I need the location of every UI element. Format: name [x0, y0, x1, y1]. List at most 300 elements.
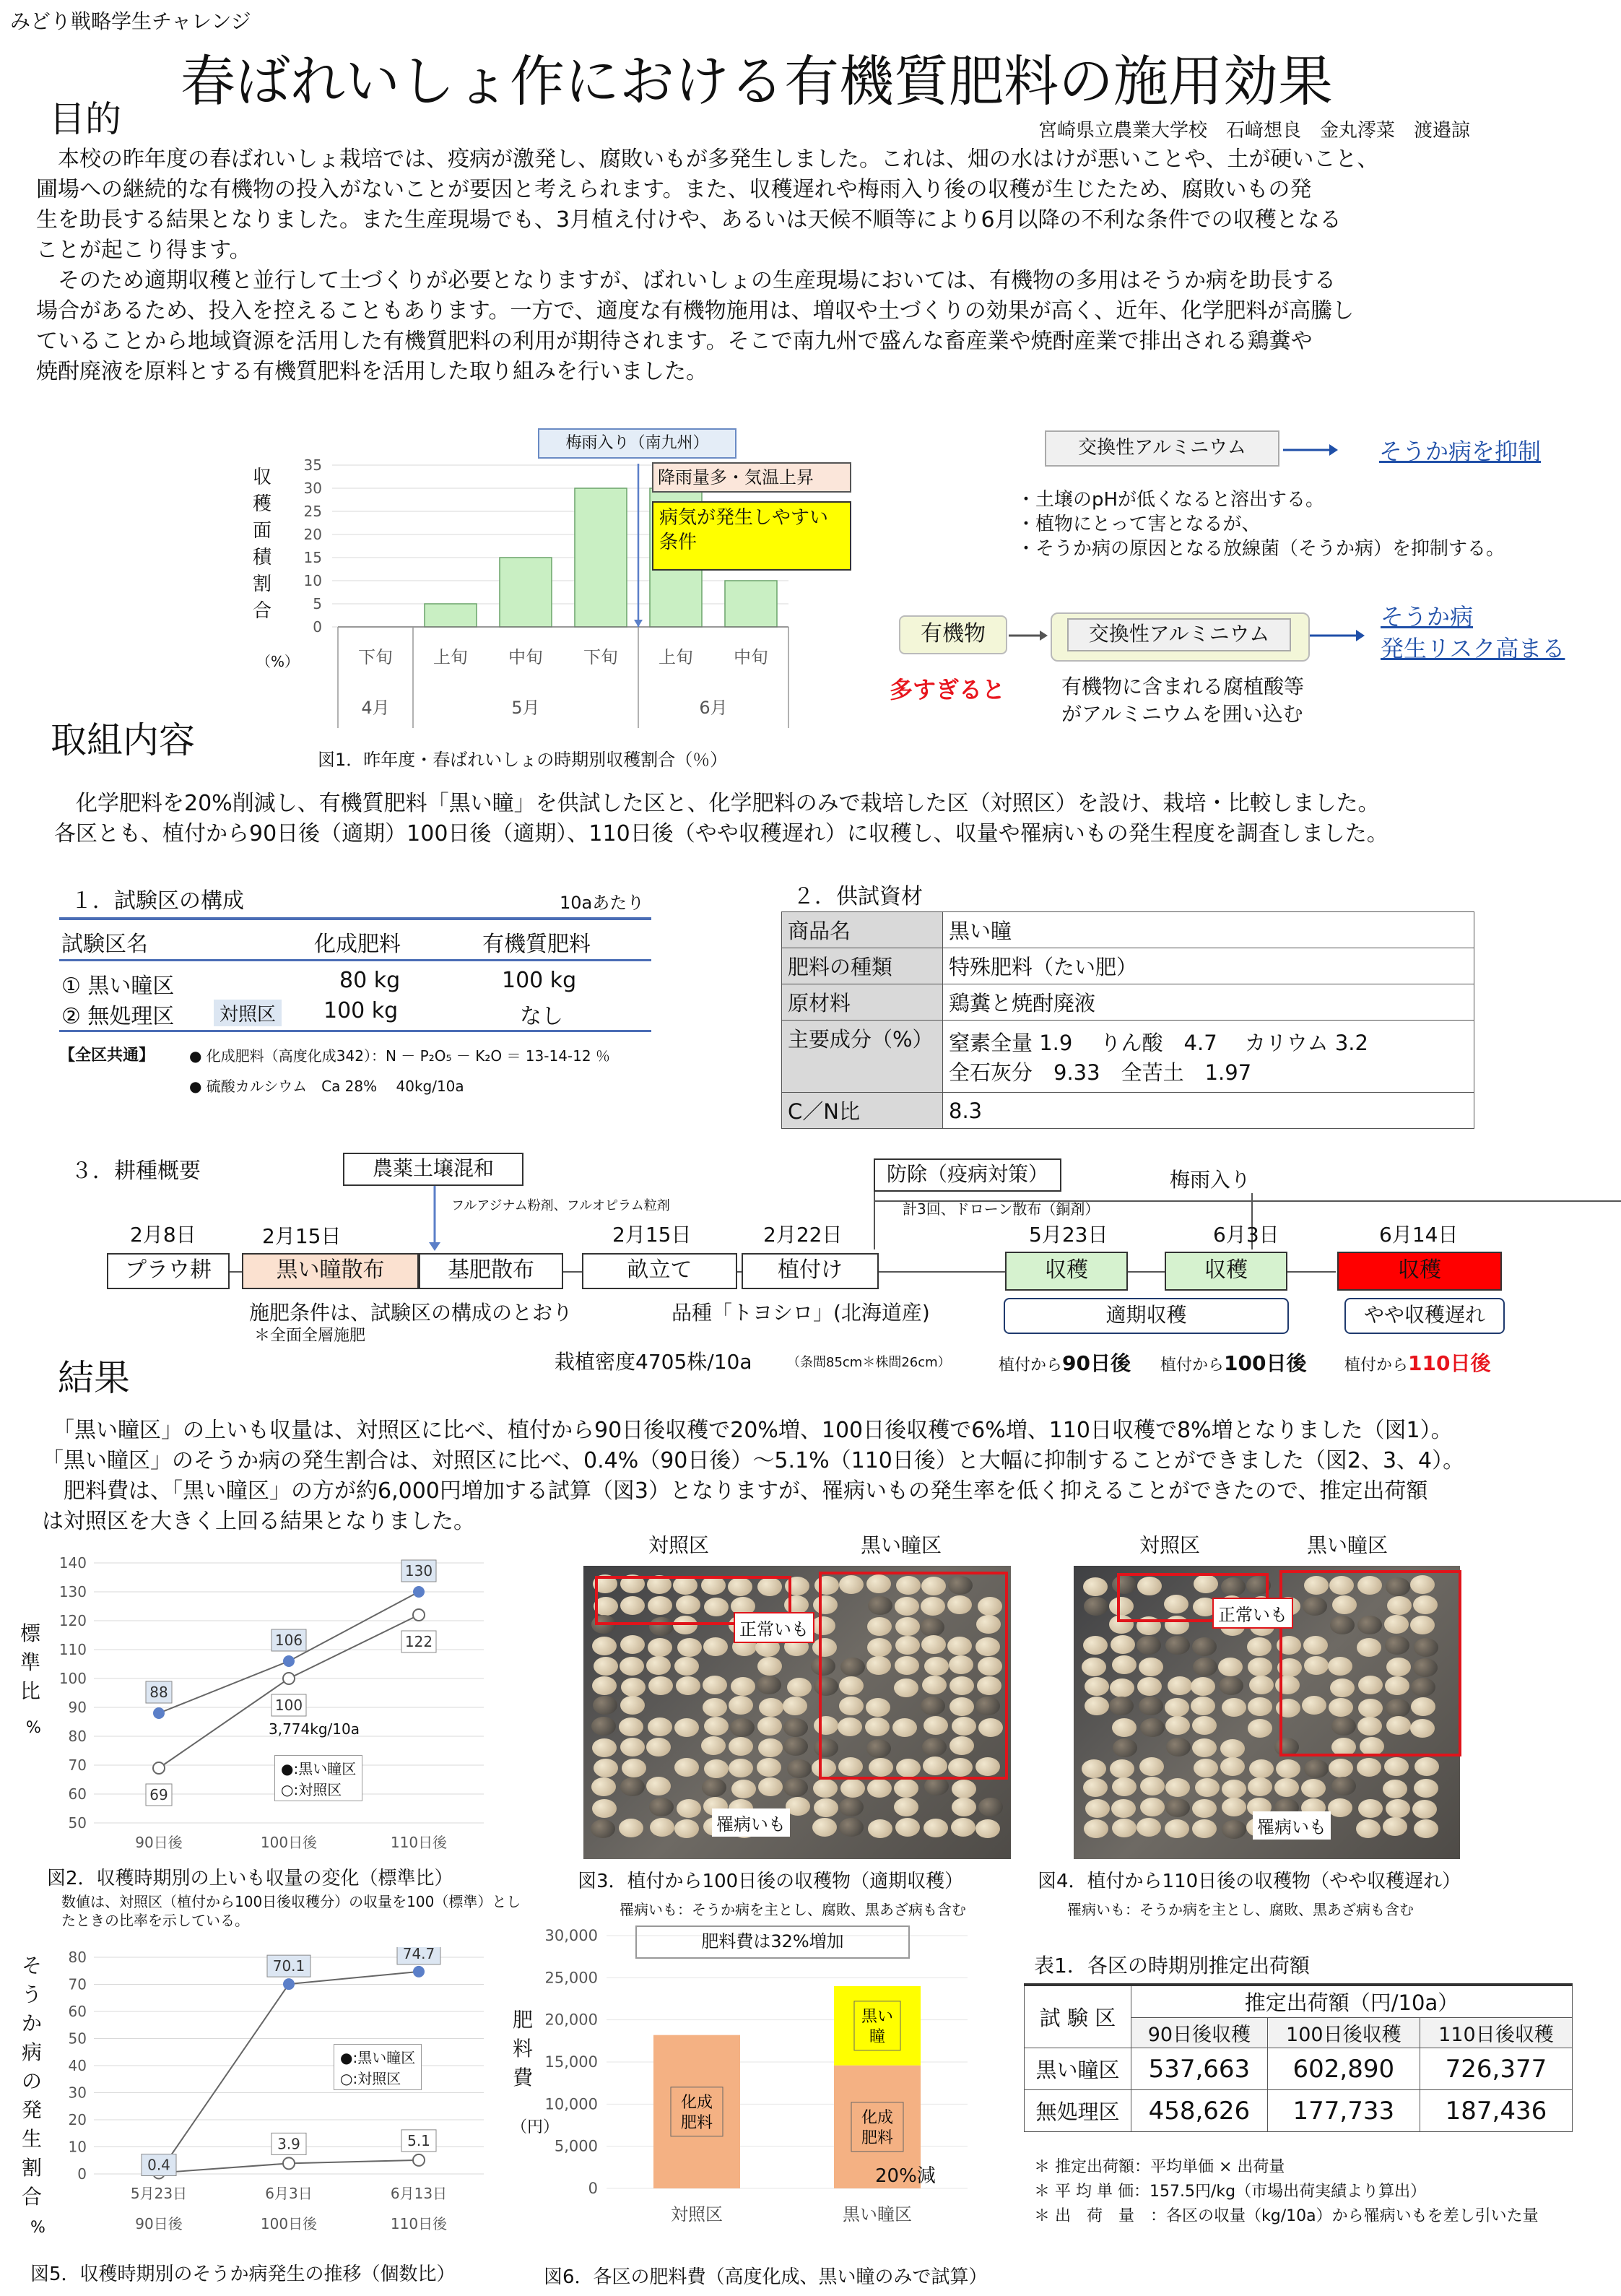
potato-tuber [1113, 1738, 1137, 1757]
potato-tuber [620, 1635, 645, 1654]
potato-tuber [1414, 1757, 1439, 1776]
y-tick-label: 35 [303, 456, 322, 474]
date-label: 5月23日 [1029, 1223, 1108, 1247]
potato-tuber [1083, 1778, 1108, 1797]
y-tick-label: 50 [68, 1814, 87, 1832]
potato-tuber [731, 1677, 755, 1696]
potato-tuber [1219, 1676, 1243, 1695]
potato-tuber [676, 1676, 700, 1695]
potato-tuber [787, 1678, 812, 1697]
fig6-unit: （円） [511, 2118, 560, 2136]
potato-tuber [1165, 1698, 1189, 1717]
x-tick-label: 5月23日 [130, 2185, 188, 2202]
fig5-ylabel-char: 発 [22, 2098, 43, 2122]
y-tick-label: 80 [68, 1728, 87, 1745]
y-tick-label: 70 [68, 1756, 87, 1774]
potato-tuber [620, 1738, 645, 1756]
potato-tuber [1166, 1738, 1191, 1756]
late-harvest-box: やや収穫遅れ [1344, 1298, 1505, 1334]
potato-tuber [814, 1798, 838, 1817]
potato-tuber [894, 1779, 918, 1798]
density-note: （条間85cm＊株間26cm） [787, 1355, 951, 1370]
y-tick-label: 20,000 [544, 2011, 598, 2029]
y-tick-label: 20 [68, 2111, 87, 2128]
potato-tuber [1165, 1636, 1190, 1655]
potato-tuber [674, 1718, 699, 1737]
x-tick-label: 6月3日 [265, 2185, 313, 2202]
photo-fig4 [1074, 1566, 1460, 1859]
plot1-name: ① 黒い瞳区 [61, 974, 175, 999]
step-ridge: 畝立て [582, 1253, 737, 1289]
y-tick-label: 10,000 [544, 2095, 598, 2113]
x-tick-label: 90日後 [135, 1834, 183, 1851]
point-treated [283, 1655, 295, 1667]
days-prefix: 植付から [999, 1356, 1063, 1374]
results-heading: 結果 [58, 1357, 130, 1399]
potato-tuber [1247, 1637, 1272, 1656]
normal-label: 正常いも [1212, 1598, 1293, 1629]
month-label: 4月 [361, 698, 390, 718]
y-tick-label: 25,000 [544, 1969, 598, 1987]
potato-tuber [924, 1819, 948, 1837]
fig1-ylabel-char: 合 [253, 600, 272, 622]
potato-tuber [731, 1780, 756, 1798]
schedule-title: ３．耕種概要 [71, 1158, 201, 1184]
potato-tuber [1165, 1819, 1189, 1838]
table1-group: 推定出荷額（円/10a） [1131, 1985, 1573, 2018]
purpose-text [36, 144, 1589, 387]
y-tick-label: 50 [68, 2029, 87, 2048]
purpose-line: 生を助長する結果となりました。また生産現場でも、3月植え付けや、あるいは天候不順等により6月以降の不利な条件での収穫となる [36, 207, 1342, 233]
table1-title: 表1．各区の時期別推定出荷額 [1034, 1954, 1310, 1977]
potato-tuber [1329, 1759, 1353, 1777]
variety: 品種「トヨシロ」(北海道産) [672, 1301, 930, 1325]
potato-tuber [1165, 1778, 1190, 1797]
x-subtick-label: 90日後 [135, 2215, 183, 2232]
x-tick-label: 上旬 [659, 647, 693, 667]
table1-cell: 黒い瞳区 [1025, 2048, 1131, 2090]
potato-tuber [592, 1676, 617, 1695]
y-tick-label: 120 [58, 1612, 87, 1629]
y-tick-label: 5 [313, 595, 322, 612]
mat-label: 肥料の種類 [782, 948, 943, 984]
potato-tuber [703, 1698, 727, 1717]
potato-tuber [1112, 1777, 1137, 1796]
date-label: 2月8日 [130, 1223, 196, 1247]
point-control [283, 1673, 295, 1684]
potato-tuber [757, 1717, 782, 1736]
mat-main-line: 窒素全量 1.9 りん酸 4.7 カリウム 3.2 [949, 1030, 1368, 1055]
days-value: 90日後 [1062, 1351, 1131, 1375]
y-tick-label: 15,000 [544, 2053, 598, 2071]
y-tick-label: 130 [58, 1583, 87, 1600]
alu-result-1: そうか病を抑制 [1379, 438, 1542, 465]
potato-tuber [839, 1818, 864, 1837]
potato-tuber [622, 1759, 646, 1777]
mat-label: 商品名 [782, 912, 943, 948]
diseased-label: 罹病いも [1253, 1811, 1331, 1840]
table1-cell: 458,626 [1131, 2090, 1268, 2132]
fig5-unit: % [30, 2219, 45, 2237]
potato-tuber [1220, 1739, 1245, 1758]
mat-label: C／N比 [782, 1093, 943, 1129]
potato-tuber [1249, 1759, 1274, 1778]
x-subtick-label: 100日後 [260, 2215, 318, 2232]
plots-header-chem: 化成肥料 [314, 932, 401, 957]
potato-tuber [1412, 1800, 1437, 1819]
normal-label: 正常いも [734, 1612, 814, 1643]
days-prefix: 植付から [1344, 1356, 1409, 1374]
potato-tuber [1140, 1718, 1165, 1737]
y-tick-label: 40 [68, 2057, 87, 2074]
alu-explain-line: がアルミニウムを囲い込む [1061, 702, 1303, 726]
table1-col: 100日後収穫 [1267, 2018, 1420, 2048]
plot2-chem: 100 kg [323, 998, 399, 1023]
potato-tuber [646, 1656, 671, 1675]
potato-tuber [1358, 1799, 1383, 1818]
plots-per-10a: 10aあたり [560, 893, 645, 913]
data-label: 3.9 [277, 2135, 300, 2153]
fig2-unit: % [26, 1719, 41, 1737]
potato-tuber [646, 1738, 671, 1756]
fig1-note-disease: 病気が発生しやすい条件 [652, 501, 851, 571]
fig2-chart [51, 1553, 527, 1863]
plot2-name: ② 無処理区 [61, 1004, 175, 1029]
potato-tuber [1082, 1759, 1106, 1778]
potato-tuber [1191, 1677, 1215, 1696]
y-tick-label: 20 [303, 526, 322, 543]
potato-tuber [1137, 1677, 1162, 1696]
table1-note: ＊ 出 荷 量 ：各区の収量（kg/10a）から罹病いもを差し引いた量 [1034, 2207, 1539, 2225]
fig1-ylabel [253, 462, 282, 623]
control-badge: 対照区 [214, 1000, 282, 1026]
potato-tuber [1082, 1658, 1106, 1676]
purpose-line: ことが起こり得ます。 [36, 238, 251, 263]
potato-tuber [757, 1657, 782, 1676]
point-treated [413, 1966, 425, 1977]
x-tick-label: 上旬 [433, 647, 468, 667]
fig5-ylabel-char: う [22, 1983, 43, 2006]
potato-tuber [783, 1737, 808, 1756]
too-much-label: 多すぎると [890, 676, 1006, 703]
potato-tuber [1168, 1676, 1192, 1695]
potato-tuber [1248, 1777, 1272, 1796]
potato-tuber [619, 1717, 643, 1736]
potato-tuber [1218, 1658, 1243, 1676]
organic-box: 有機物 [899, 615, 1007, 654]
potato-tuber [620, 1696, 645, 1715]
days-100 [1160, 1348, 1306, 1377]
potato-tuber [1085, 1697, 1109, 1715]
potato-tuber [1195, 1778, 1220, 1797]
potato-tuber [1191, 1697, 1215, 1715]
days-value: 110日後 [1408, 1351, 1491, 1375]
fig1-ylabel-char: 割 [253, 573, 272, 595]
plots-title: １．試験区の構成 [71, 888, 244, 914]
y-tick-label: 100 [58, 1670, 87, 1687]
alu-box-2: 交換性アルミニウム [1067, 618, 1291, 651]
table1-note: ＊ 推定出荷額：平均単価 × 出荷量 [1034, 2158, 1285, 2176]
point-treated [413, 1586, 425, 1598]
purpose-line: 本校の昨年度の春ばれいしょ栽培では、疫病が激発し、腐敗いもが多発生しました。これは、畑の水はけが悪いことや、土が硬いこと、 [36, 147, 1379, 172]
potato-tuber [591, 1819, 615, 1838]
potato-tuber [1085, 1799, 1110, 1818]
y-tick-label: 0 [588, 2180, 598, 2197]
plots-header-org: 有機質肥料 [482, 932, 591, 957]
y-tick-label: 10 [303, 572, 322, 589]
potato-tuber [759, 1698, 783, 1717]
table1 [1024, 1983, 1573, 2132]
x-tick-label: 下旬 [358, 647, 393, 667]
fig1-ylabel-char: 収 [253, 467, 272, 488]
bar [725, 581, 777, 627]
step-plow: プラウ耕 [107, 1253, 230, 1289]
alu-explain-line: 有機物に含まれる腐植酸等 [1061, 675, 1305, 698]
fig3-caption: 図3．植付から100日後の収穫物（適期収穫） [578, 1871, 964, 1892]
potato-tuber [1222, 1780, 1246, 1798]
days-prefix: 植付から [1160, 1356, 1225, 1374]
y-tick-label: 5,000 [554, 2137, 598, 2155]
purpose-line: 圃場への継続的な有機物の投入がないことが要因と考えられます。また、収穫遅れや梅雨入り後の収穫が生じたため、腐敗いもの発 [36, 177, 1312, 202]
legend-treated: ●:黒い瞳区 [281, 1760, 357, 1777]
potato-tuber [952, 1798, 976, 1816]
y-tick-label: 30 [68, 2084, 87, 2102]
potato-tuber [1249, 1676, 1274, 1694]
authors: 宮崎県立農業大学校 石﨑想良 金丸澪菜 渡邉諒 [1038, 120, 1471, 142]
y-tick-label: 25 [303, 503, 322, 520]
potato-tuber [1356, 1819, 1381, 1838]
x-tick-label: 対照区 [671, 2204, 723, 2224]
mat-value: 8.3 [943, 1093, 1474, 1129]
potato-tuber [1140, 1798, 1165, 1816]
potato-tuber [646, 1777, 671, 1795]
fig2-ylabel-char: 標 [20, 1621, 41, 1645]
arrow-down-icon [634, 620, 643, 627]
plots-rule-top [59, 917, 651, 920]
common-fert-1: ● 化成肥料（高度化成342）：N － P₂O₅ － K₂O ＝ 13-14-12 ％ [189, 1047, 610, 1065]
mat-label: 原材料 [782, 984, 943, 1021]
legend-treated: ●:黒い瞳区 [340, 2049, 416, 2066]
y-tick-label: 60 [68, 2003, 87, 2020]
plots-rule-mid [59, 959, 651, 961]
potato-tuber [1111, 1635, 1135, 1654]
step-harvest-100: 収穫 [1165, 1252, 1287, 1291]
potato-tuber [1110, 1759, 1134, 1778]
fert-note-2: ＊全面全層施肥 [254, 1327, 366, 1345]
potato-tuber [704, 1717, 729, 1736]
purpose-line: ていることから地域資源を活用した有機質肥料の利用が期待されます。そこで南九州で盛んな畜産業や焼酎産業で排出される鶏糞や [36, 329, 1313, 354]
table1-cell: 177,733 [1267, 2090, 1420, 2132]
potato-tuber [895, 1818, 920, 1837]
date-label: 6月14日 [1379, 1223, 1459, 1247]
data-label: 70.1 [272, 1957, 305, 1975]
mat-value: 黒い瞳 [943, 912, 1474, 948]
x-tick-label: 100日後 [260, 1834, 318, 1851]
results-text [42, 1416, 1616, 1537]
potato-tuber [757, 1676, 781, 1694]
potato-tuber [619, 1819, 643, 1837]
x-tick-label: 下旬 [583, 647, 618, 667]
potato-tuber [1112, 1718, 1137, 1737]
fig1-ylabel-char: 積 [253, 547, 272, 568]
fig2-note: 数値は、対照区（植付から100日後収穫分）の収量を100（標準）としたときの比率を示している。 [61, 1893, 521, 1929]
fig6-reduced: 20%減 [875, 2165, 936, 2187]
month-label: 6月 [699, 698, 728, 718]
rainy-label: 梅雨入り [1170, 1168, 1251, 1192]
x-tick-label: 中旬 [734, 647, 768, 667]
potato-tuber [1084, 1819, 1108, 1838]
segment-label: 肥料 [861, 2128, 894, 2147]
alu-result-2 [1381, 601, 1565, 664]
fig2-caption: 図2．収穫時期別の上いも収量の変化（標準比） [47, 1868, 453, 1889]
date-label: 2月15日 [262, 1224, 342, 1248]
chemicals-note: フルアジナム粉剤、フルオピラム粒剤 [451, 1198, 670, 1213]
potato-tuber [1137, 1636, 1161, 1655]
table1-notes [1034, 2155, 1539, 2229]
potato-tuber [1110, 1678, 1134, 1697]
potato-tuber [783, 1718, 808, 1737]
segment-label: 黒い [861, 2007, 894, 2026]
segment-label: 肥料 [680, 2113, 713, 2132]
potato-tuber [1274, 1778, 1299, 1797]
y-tick-label: 110 [58, 1641, 87, 1658]
potato-tuber [812, 1818, 837, 1837]
potato-tuber [648, 1717, 672, 1736]
fig1-ylabel-char: 面 [253, 520, 272, 542]
density: 栽植密度4705株/10a [555, 1350, 752, 1374]
fig1-note-rain: 降雨量多・気温上昇 [652, 462, 851, 493]
segment-label: 化成 [861, 2108, 894, 2127]
potato-tuber [1383, 1780, 1407, 1798]
potato-tuber [1194, 1759, 1218, 1777]
y-tick-label: 30 [303, 480, 322, 497]
y-tick-label: 60 [68, 1785, 87, 1803]
control-bracket-left [874, 1192, 875, 1249]
alu-result-2b: 発生リスク高まる [1381, 635, 1565, 662]
potato-tuber [730, 1718, 755, 1737]
y-tick-label: 0 [77, 2165, 87, 2183]
fig6-chart [534, 1921, 996, 2239]
potato-tuber [1276, 1759, 1300, 1778]
potato-tuber [620, 1657, 644, 1676]
potato-tuber [677, 1638, 702, 1657]
potato-tuber [1331, 1777, 1356, 1795]
point-control [413, 1609, 425, 1621]
potato-tuber [1414, 1779, 1438, 1798]
potato-tuber [840, 1779, 865, 1798]
potato-tuber [1137, 1818, 1161, 1837]
potato-tuber [787, 1759, 812, 1778]
alu-box-1: 交換性アルミニウム [1045, 430, 1279, 467]
potato-tuber [1192, 1637, 1217, 1656]
alu-bullet: ・土壌のpHが低くなると溶出する。 [1017, 489, 1325, 511]
date-label: 2月22日 [763, 1223, 843, 1247]
potato-tuber [839, 1798, 864, 1816]
plot1-chem: 80 kg [339, 968, 401, 993]
potato-tuber [758, 1738, 783, 1757]
alu-bullets [1017, 488, 1505, 561]
potato-tuber [594, 1759, 618, 1777]
potato-tuber [650, 1818, 674, 1837]
potato-tuber [1112, 1819, 1137, 1837]
alu-bullet: ・そうか病の原因となる放線菌（そうか病）を抑制する。 [1017, 538, 1505, 560]
alu-bullet: ・植物にとって害となるが、 [1017, 514, 1261, 535]
control-box: 防除（疫病対策） [874, 1158, 1061, 1192]
potato-tuber [621, 1678, 646, 1697]
photo-fig3 [583, 1566, 1011, 1859]
data-label: 69 [149, 1786, 168, 1803]
fig2-annotation: 3,774kg/10a [269, 1720, 360, 1738]
mat-value: 特殊肥料（たい肥） [943, 948, 1474, 984]
method-line: 各区とも、植付から90日後（適期）100日後（適期）、110日後（やや収穫遅れ）に収穫し、収量や罹病いもの発生程度を調査しました。 [54, 821, 1389, 846]
potato-tuber [648, 1676, 673, 1695]
photo3-treated-label: 黒い瞳区 [861, 1533, 942, 1557]
potato-tuber [620, 1777, 645, 1796]
potato-tuber [1192, 1819, 1217, 1838]
fig5-ylabel-char: か [22, 2011, 43, 2035]
fig5-ylabel-char: そ [22, 1954, 43, 1977]
optimal-harvest-box: 適期収穫 [1004, 1298, 1289, 1334]
arrow-right-icon [1007, 623, 1051, 649]
potato-tuber [674, 1819, 699, 1838]
step-plant: 植付け [742, 1253, 879, 1289]
fig4-caption: 図4．植付から110日後の収穫物（やや収穫遅れ） [1038, 1871, 1461, 1892]
potato-tuber [1165, 1798, 1190, 1817]
potato-tuber [1222, 1820, 1246, 1839]
fig5-caption: 図5．収穫時期別のそうか病発生の推移（個数比） [30, 2263, 456, 2285]
plot1-org: 100 kg [502, 968, 577, 993]
y-tick-label: 90 [68, 1699, 87, 1716]
potato-tuber [757, 1758, 781, 1777]
potato-tuber [703, 1637, 728, 1656]
normal-box-treated [819, 1572, 1008, 1780]
potato-tuber [1139, 1658, 1163, 1676]
potato-tuber [701, 1736, 726, 1755]
point-control [413, 2154, 425, 2166]
fig2-ylabel [20, 1618, 49, 1704]
purpose-line: 焼酎廃液を原料とする有機質肥料を活用した取り組みを行いました。 [36, 359, 708, 384]
potato-tuber [1140, 1777, 1165, 1795]
legend-control: ○:対照区 [281, 1781, 342, 1798]
table1-col: 110日後収穫 [1420, 2018, 1572, 2048]
common-label: 【全区共通】 [59, 1047, 155, 1065]
potato-tuber [591, 1717, 616, 1736]
data-label: 88 [149, 1684, 168, 1701]
potato-tuber [1192, 1716, 1217, 1735]
table1-col: 90日後収穫 [1131, 2018, 1268, 2048]
fig5-ylabel-char: 生 [22, 2127, 43, 2151]
segment-label: 化成 [680, 2093, 713, 2112]
segment-label: 瞳 [869, 2027, 886, 2046]
photo3-control-label: 対照区 [648, 1533, 710, 1557]
date-label: 6月3日 [1213, 1223, 1279, 1247]
potato-tuber [1222, 1698, 1246, 1717]
fig6-increase: 肥料費は32%増加 [635, 1925, 910, 1959]
potato-tuber [1192, 1799, 1217, 1818]
potato-tuber [868, 1819, 892, 1838]
potato-tuber [1357, 1758, 1381, 1777]
fig1-unit: （%） [256, 653, 300, 670]
table1-note: ＊ 平 均 単 価：157.5円/kg（市場出荷実績より算出） [1034, 2183, 1427, 2201]
potato-tuber [1109, 1697, 1134, 1715]
table1-col-label: 試 験 区 [1025, 1985, 1131, 2048]
potato-tuber [975, 1819, 1000, 1838]
fig6-ylabel-char: 費 [513, 2066, 534, 2089]
bar [500, 558, 552, 627]
x-tick-label: 黒い瞳区 [843, 2204, 912, 2224]
potato-tuber [1083, 1636, 1108, 1655]
potato-tuber [1084, 1597, 1108, 1616]
